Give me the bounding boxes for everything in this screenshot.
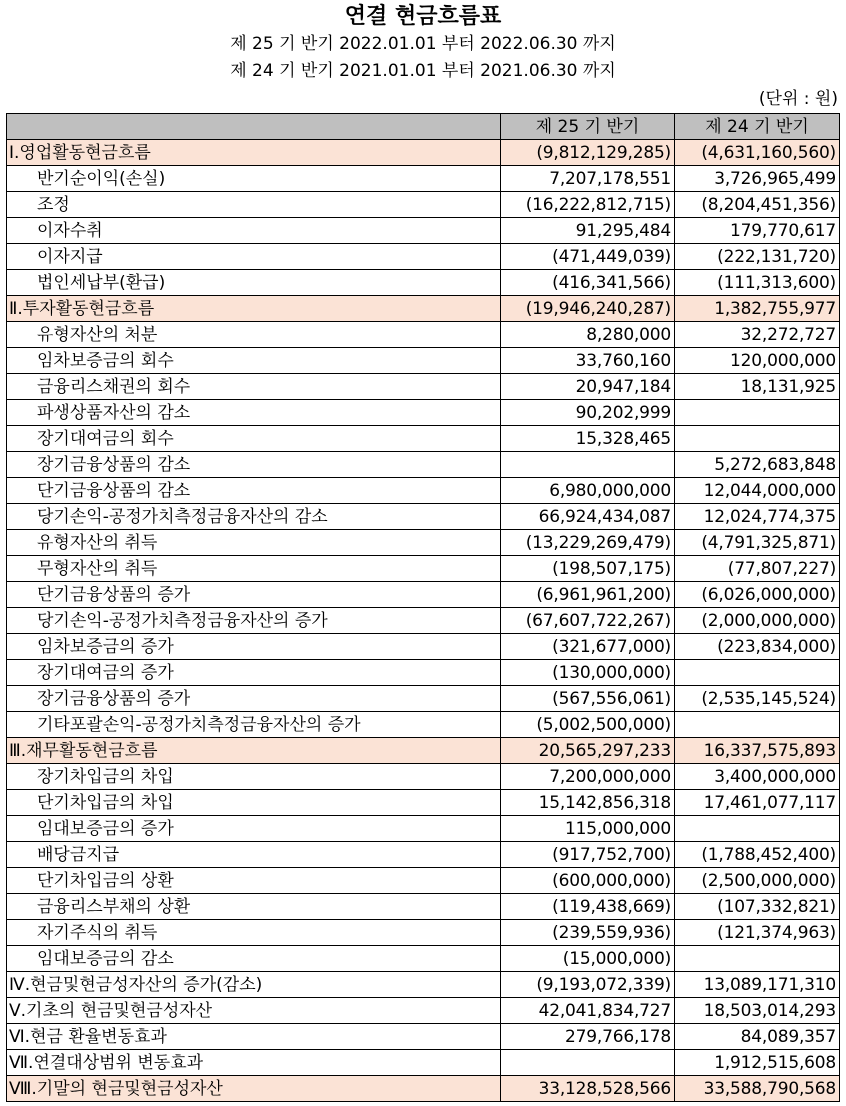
row-label: 파생상품자산의 감소: [7, 400, 501, 426]
current-period-value: (119,438,669): [501, 894, 675, 920]
table-row: [7, 400, 840, 426]
prior-period-value: (77,807,227): [675, 556, 840, 582]
prior-period-value: [675, 660, 840, 686]
current-period-value: (15,000,000): [501, 946, 675, 972]
table-row: [7, 556, 840, 582]
table-row: [7, 322, 840, 348]
table-row: [7, 426, 840, 452]
table-header-row: [7, 114, 840, 140]
prior-period-value: 18,503,014,293: [675, 998, 840, 1024]
current-period-value: 15,142,856,318: [501, 790, 675, 816]
row-label: 이자지급: [7, 244, 501, 270]
prior-period-value: 33,588,790,568: [675, 1076, 840, 1102]
table-row: [7, 244, 840, 270]
table-row: [7, 530, 840, 556]
table-row: [7, 218, 840, 244]
row-label: 장기대여금의 회수: [7, 426, 501, 452]
table-row: [7, 270, 840, 296]
table-row: [7, 348, 840, 374]
prior-period-value: (107,332,821): [675, 894, 840, 920]
period-prior: 제 24 기 반기 2021.01.01 부터 2021.06.30 까지: [230, 61, 616, 81]
table-row: [7, 894, 840, 920]
prior-period-value: 12,024,774,375: [675, 504, 840, 530]
prior-period-value: (111,313,600): [675, 270, 840, 296]
table-row: [7, 634, 840, 660]
row-label: Ⅵ.현금 환율변동효과: [7, 1024, 501, 1050]
prior-period-value: 5,272,683,848: [675, 452, 840, 478]
row-label: 금융리스부채의 상환: [7, 894, 501, 920]
prior-period-value: (4,631,160,560): [675, 140, 840, 166]
table-row: [7, 504, 840, 530]
current-period-value: 33,760,160: [501, 348, 675, 374]
prior-period-value: (4,791,325,871): [675, 530, 840, 556]
current-period-value: (416,341,566): [501, 270, 675, 296]
table-row: [7, 1050, 840, 1076]
table-row: [7, 1076, 840, 1102]
table-row: [7, 998, 840, 1024]
prior-period-value: [675, 946, 840, 972]
current-period-value: (239,559,936): [501, 920, 675, 946]
statement-title: 연결 현금흐름표: [344, 4, 502, 29]
header-prior-period: 제 24 기 반기: [675, 114, 840, 140]
table-row: [7, 920, 840, 946]
prior-period-value: (1,788,452,400): [675, 842, 840, 868]
table-row: [7, 582, 840, 608]
current-period-value: (5,002,500,000): [501, 712, 675, 738]
prior-period-value: (2,535,145,524): [675, 686, 840, 712]
current-period-value: 20,565,297,233: [501, 738, 675, 764]
header-label: [7, 114, 501, 140]
prior-period-value: 18,131,925: [675, 374, 840, 400]
prior-period-value: (2,500,000,000): [675, 868, 840, 894]
table-row: [7, 738, 840, 764]
prior-period-value: 3,400,000,000: [675, 764, 840, 790]
row-label: 유형자산의 처분: [7, 322, 501, 348]
prior-period-value: 1,382,755,977: [675, 296, 840, 322]
table-row: [7, 842, 840, 868]
current-period-value: 91,295,484: [501, 218, 675, 244]
table-row: [7, 790, 840, 816]
row-label: Ⅶ.연결대상범위 변동효과: [7, 1050, 501, 1076]
current-period-value: 115,000,000: [501, 816, 675, 842]
row-label: 기타포괄손익-공정가치측정금융자산의 증가: [7, 712, 501, 738]
current-period-value: (9,193,072,339): [501, 972, 675, 998]
current-period-value: 7,200,000,000: [501, 764, 675, 790]
prior-period-value: [675, 426, 840, 452]
row-label: 단기차입금의 상환: [7, 868, 501, 894]
row-label: 임차보증금의 증가: [7, 634, 501, 660]
table-row: [7, 296, 840, 322]
table-row: [7, 374, 840, 400]
row-label: Ⅰ.영업활동현금흐름: [7, 140, 501, 166]
prior-period-value: 1,912,515,608: [675, 1050, 840, 1076]
row-label: 유형자산의 취득: [7, 530, 501, 556]
current-period-value: (198,507,175): [501, 556, 675, 582]
current-period-value: 42,041,834,727: [501, 998, 675, 1024]
current-period-value: (9,812,129,285): [501, 140, 675, 166]
row-label: 금융리스채권의 회수: [7, 374, 501, 400]
header-current-period: 제 25 기 반기: [501, 114, 675, 140]
row-label: 무형자산의 취득: [7, 556, 501, 582]
table-row: [7, 192, 840, 218]
cash-flow-table: [6, 113, 840, 1102]
row-label: 단기금융상품의 증가: [7, 582, 501, 608]
current-period-value: (321,677,000): [501, 634, 675, 660]
prior-period-value: 13,089,171,310: [675, 972, 840, 998]
row-label: 임차보증금의 회수: [7, 348, 501, 374]
prior-period-value: [675, 712, 840, 738]
prior-period-value: [675, 400, 840, 426]
prior-period-value: 12,044,000,000: [675, 478, 840, 504]
row-label: 법인세납부(환급): [7, 270, 501, 296]
row-label: 당기손익-공정가치측정금융자산의 감소: [7, 504, 501, 530]
prior-period-value: (222,131,720): [675, 244, 840, 270]
current-period-value: 90,202,999: [501, 400, 675, 426]
prior-period-value: (121,374,963): [675, 920, 840, 946]
period-current: 제 25 기 반기 2022.01.01 부터 2022.06.30 까지: [230, 34, 616, 54]
current-period-value: (130,000,000): [501, 660, 675, 686]
current-period-value: (13,229,269,479): [501, 530, 675, 556]
prior-period-value: 84,089,357: [675, 1024, 840, 1050]
row-label: Ⅲ.재무활동현금흐름: [7, 738, 501, 764]
prior-period-value: 32,272,727: [675, 322, 840, 348]
prior-period-value: (223,834,000): [675, 634, 840, 660]
table-row: [7, 452, 840, 478]
current-period-value: 279,766,178: [501, 1024, 675, 1050]
prior-period-value: (2,000,000,000): [675, 608, 840, 634]
current-period-value: (19,946,240,287): [501, 296, 675, 322]
current-period-value: (16,222,812,715): [501, 192, 675, 218]
prior-period-value: 120,000,000: [675, 348, 840, 374]
current-period-value: 7,207,178,551: [501, 166, 675, 192]
current-period-value: 66,924,434,087: [501, 504, 675, 530]
row-label: 조정: [7, 192, 501, 218]
current-period-value: (471,449,039): [501, 244, 675, 270]
table-row: [7, 1024, 840, 1050]
row-label: 임대보증금의 증가: [7, 816, 501, 842]
row-label: 장기금융상품의 증가: [7, 686, 501, 712]
table-row: [7, 660, 840, 686]
current-period-value: (567,556,061): [501, 686, 675, 712]
row-label: 단기금융상품의 감소: [7, 478, 501, 504]
prior-period-value: 3,726,965,499: [675, 166, 840, 192]
current-period-value: [501, 452, 675, 478]
table-row: [7, 816, 840, 842]
table-row: [7, 166, 840, 192]
table-row: [7, 868, 840, 894]
row-label: 임대보증금의 감소: [7, 946, 501, 972]
prior-period-value: 17,461,077,117: [675, 790, 840, 816]
row-label: 장기차입금의 차입: [7, 764, 501, 790]
table-row: [7, 764, 840, 790]
current-period-value: (600,000,000): [501, 868, 675, 894]
row-label: Ⅴ.기초의 현금및현금성자산: [7, 998, 501, 1024]
row-label: Ⅱ.투자활동현금흐름: [7, 296, 501, 322]
unit-label: (단위 : 원): [758, 89, 838, 109]
row-label: 배당금지급: [7, 842, 501, 868]
prior-period-value: 179,770,617: [675, 218, 840, 244]
table-row: [7, 686, 840, 712]
table-row: [7, 478, 840, 504]
row-label: 이자수취: [7, 218, 501, 244]
current-period-value: 20,947,184: [501, 374, 675, 400]
current-period-value: 6,980,000,000: [501, 478, 675, 504]
table-row: [7, 972, 840, 998]
current-period-value: 33,128,528,566: [501, 1076, 675, 1102]
table-row: [7, 608, 840, 634]
table-row: [7, 946, 840, 972]
current-period-value: (6,961,961,200): [501, 582, 675, 608]
prior-period-value: 16,337,575,893: [675, 738, 840, 764]
current-period-value: (67,607,722,267): [501, 608, 675, 634]
current-period-value: [501, 1050, 675, 1076]
table-row: [7, 140, 840, 166]
row-label: 단기차입금의 차입: [7, 790, 501, 816]
row-label: 장기금융상품의 감소: [7, 452, 501, 478]
row-label: Ⅷ.기말의 현금및현금성자산: [7, 1076, 501, 1102]
row-label: 자기주식의 취득: [7, 920, 501, 946]
row-label: 장기대여금의 증가: [7, 660, 501, 686]
prior-period-value: (8,204,451,356): [675, 192, 840, 218]
current-period-value: 15,328,465: [501, 426, 675, 452]
current-period-value: (917,752,700): [501, 842, 675, 868]
row-label: 당기손익-공정가치측정금융자산의 증가: [7, 608, 501, 634]
current-period-value: 8,280,000: [501, 322, 675, 348]
row-label: Ⅳ.현금및현금성자산의 증가(감소): [7, 972, 501, 998]
row-label: 반기순이익(손실): [7, 166, 501, 192]
prior-period-value: (6,026,000,000): [675, 582, 840, 608]
table-body: [7, 140, 840, 1102]
table-row: [7, 712, 840, 738]
prior-period-value: [675, 816, 840, 842]
